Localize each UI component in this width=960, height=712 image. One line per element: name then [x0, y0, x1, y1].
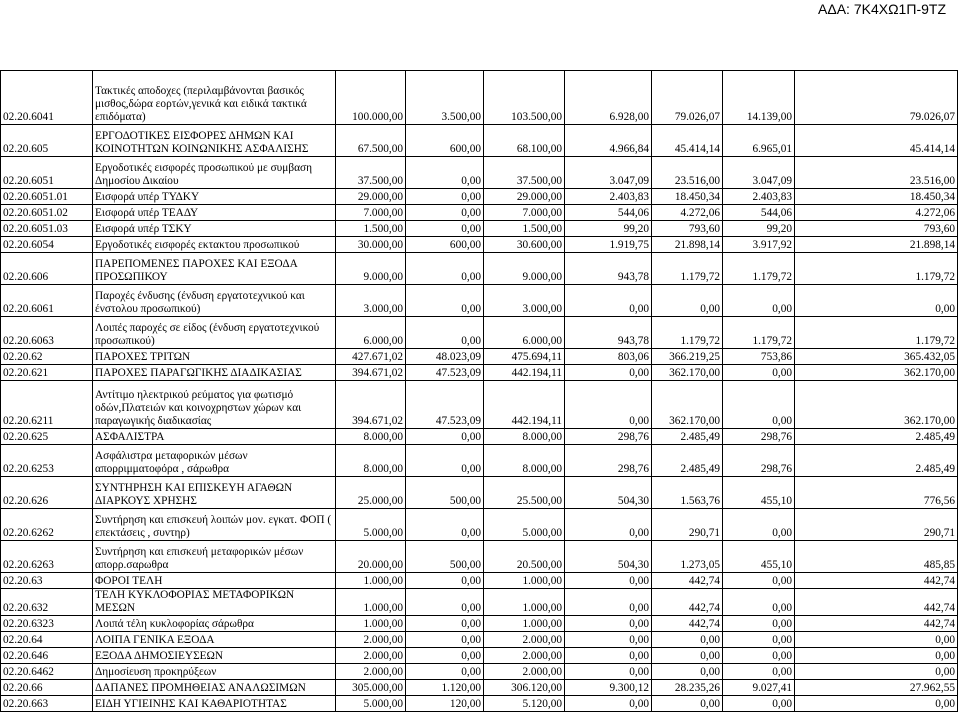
amount-cell: 2.000,00 — [336, 632, 406, 648]
account-code: 02.20.605 — [1, 125, 93, 157]
account-description: Συντήρηση και επισκευή μεταφορικών μέσων απορρ.σαρωθρα — [93, 541, 336, 573]
amount-cell: 1.273,05 — [652, 541, 723, 573]
account-description: Εισφορά υπέρ ΤΕΑΔΥ — [93, 205, 336, 221]
amount-cell: 0,00 — [565, 381, 652, 429]
account-description: ΕΡΓΟΔΟΤΙΚΕΣ ΕΙΣΦΟΡΕΣ ΔΗΜΩΝ ΚΑΙ ΚΟΙΝΟΤΗΤΩΝ ΚΟΙΝΩΝΙΚΗΣ ΑΣΦΑΛΙΣΗΣ — [93, 125, 336, 157]
table-row — [1, 71, 958, 125]
amount-cell: 30.600,00 — [484, 237, 565, 253]
amount-cell: 0,00 — [406, 573, 484, 589]
account-code: 02.20.625 — [1, 429, 93, 445]
amount-cell: 0,00 — [565, 365, 652, 381]
amount-cell: 8.000,00 — [484, 429, 565, 445]
amount-cell: 803,06 — [565, 349, 652, 365]
table-row — [1, 221, 958, 237]
amount-cell: 6.928,00 — [565, 71, 652, 125]
amount-cell: 120,00 — [406, 696, 484, 712]
amount-cell: 18.450,34 — [652, 189, 723, 205]
table-row — [1, 632, 958, 648]
amount-cell: 362.170,00 — [652, 381, 723, 429]
amount-cell: 442,74 — [652, 573, 723, 589]
table-row — [1, 648, 958, 664]
table-row — [1, 365, 958, 381]
amount-cell: 504,30 — [565, 477, 652, 509]
amount-cell: 394.671,02 — [336, 365, 406, 381]
account-description: Λοιπές παροχές σε είδος (ένδυση εργατοτεχνικού προσωπικού) — [93, 317, 336, 349]
amount-cell: 442,74 — [652, 589, 723, 616]
amount-cell: 366.219,25 — [652, 349, 723, 365]
account-code: 02.20.606 — [1, 253, 93, 285]
amount-cell: 5.000,00 — [336, 509, 406, 541]
amount-cell: 0,00 — [406, 189, 484, 205]
amount-cell: 1.500,00 — [336, 221, 406, 237]
account-code: 02.20.6262 — [1, 509, 93, 541]
account-description: Εισφορά υπέρ ΤΣΚΥ — [93, 221, 336, 237]
amount-cell: 99,20 — [723, 221, 795, 237]
amount-cell: 2.403,83 — [565, 189, 652, 205]
amount-cell: 362.170,00 — [652, 365, 723, 381]
account-code: 02.20.6051.01 — [1, 189, 93, 205]
amount-cell: 0,00 — [406, 589, 484, 616]
table-row — [1, 189, 958, 205]
amount-cell: 67.500,00 — [336, 125, 406, 157]
amount-cell: 2.485,49 — [652, 445, 723, 477]
amount-cell: 0,00 — [795, 632, 958, 648]
table-row — [1, 349, 958, 365]
amount-cell: 1.563,76 — [652, 477, 723, 509]
amount-cell: 3.000,00 — [336, 285, 406, 317]
amount-cell: 0,00 — [406, 509, 484, 541]
amount-cell: 504,30 — [565, 541, 652, 573]
amount-cell: 0,00 — [795, 648, 958, 664]
amount-cell: 14.139,00 — [723, 71, 795, 125]
table-row — [1, 157, 958, 189]
amount-cell: 442.194,11 — [484, 365, 565, 381]
amount-cell: 1.000,00 — [484, 616, 565, 632]
amount-cell: 68.100,00 — [484, 125, 565, 157]
amount-cell: 0,00 — [652, 664, 723, 680]
amount-cell: 0,00 — [652, 648, 723, 664]
amount-cell: 5.120,00 — [484, 696, 565, 712]
account-description: Αντίτιμο ηλεκτρικού ρεύματος για φωτισμό οδών,Πλατειών και κοινοχρηστων χώρων και παραγωγικής διαδικασίας — [93, 381, 336, 429]
account-code: 02.20.6041 — [1, 71, 93, 125]
account-code: 02.20.6263 — [1, 541, 93, 573]
amount-cell: 600,00 — [406, 237, 484, 253]
amount-cell: 2.000,00 — [484, 648, 565, 664]
amount-cell: 1.500,00 — [484, 221, 565, 237]
amount-cell: 8.000,00 — [336, 429, 406, 445]
amount-cell: 0,00 — [723, 573, 795, 589]
amount-cell: 2.485,49 — [795, 445, 958, 477]
amount-cell: 9.000,00 — [484, 253, 565, 285]
amount-cell: 6.965,01 — [723, 125, 795, 157]
amount-cell: 0,00 — [723, 285, 795, 317]
amount-cell: 776,56 — [795, 477, 958, 509]
amount-cell: 0,00 — [652, 285, 723, 317]
amount-cell: 1.179,72 — [652, 317, 723, 349]
account-description: Λοιπά τέλη κυκλοφορίας σάρωθρα — [93, 616, 336, 632]
amount-cell: 100.000,00 — [336, 71, 406, 125]
account-code: 02.20.6063 — [1, 317, 93, 349]
amount-cell: 9.027,41 — [723, 680, 795, 696]
amount-cell: 475.694,11 — [484, 349, 565, 365]
budget-table — [0, 70, 958, 712]
amount-cell: 0,00 — [723, 509, 795, 541]
table-row — [1, 509, 958, 541]
amount-cell: 793,60 — [652, 221, 723, 237]
amount-cell: 47.523,09 — [406, 381, 484, 429]
amount-cell: 0,00 — [795, 696, 958, 712]
account-description: Δημοσίευση προκηρύξεων — [93, 664, 336, 680]
account-code: 02.20.632 — [1, 589, 93, 616]
amount-cell: 0,00 — [723, 365, 795, 381]
amount-cell: 37.500,00 — [336, 157, 406, 189]
amount-cell: 0,00 — [723, 648, 795, 664]
amount-cell: 45.414,14 — [795, 125, 958, 157]
account-code: 02.20.646 — [1, 648, 93, 664]
amount-cell: 21.898,14 — [795, 237, 958, 253]
amount-cell: 455,10 — [723, 541, 795, 573]
amount-cell: 0,00 — [723, 381, 795, 429]
amount-cell: 0,00 — [795, 285, 958, 317]
table-row — [1, 696, 958, 712]
table-row — [1, 445, 958, 477]
amount-cell: 2.403,83 — [723, 189, 795, 205]
table-row — [1, 541, 958, 573]
amount-cell: 290,71 — [795, 509, 958, 541]
account-code: 02.20.626 — [1, 477, 93, 509]
amount-cell: 485,85 — [795, 541, 958, 573]
amount-cell: 1.000,00 — [336, 573, 406, 589]
amount-cell: 298,76 — [565, 429, 652, 445]
amount-cell: 544,06 — [723, 205, 795, 221]
amount-cell: 793,60 — [795, 221, 958, 237]
table-row — [1, 317, 958, 349]
amount-cell: 1.120,00 — [406, 680, 484, 696]
amount-cell: 23.516,00 — [795, 157, 958, 189]
amount-cell: 79.026,07 — [652, 71, 723, 125]
account-description: ΔΑΠΑΝΕΣ ΠΡΟΜΗΘΕΙΑΣ ΑΝΑΛΩΣΙΜΩΝ — [93, 680, 336, 696]
amount-cell: 47.523,09 — [406, 365, 484, 381]
table-row — [1, 237, 958, 253]
amount-cell: 394.671,02 — [336, 381, 406, 429]
amount-cell: 30.000,00 — [336, 237, 406, 253]
amount-cell: 6.000,00 — [336, 317, 406, 349]
budget-table-body — [1, 71, 958, 712]
amount-cell: 1.179,72 — [795, 317, 958, 349]
amount-cell: 1.919,75 — [565, 237, 652, 253]
amount-cell: 0,00 — [723, 664, 795, 680]
amount-cell: 362.170,00 — [795, 381, 958, 429]
amount-cell: 0,00 — [723, 632, 795, 648]
amount-cell: 1.000,00 — [336, 589, 406, 616]
amount-cell: 23.516,00 — [652, 157, 723, 189]
amount-cell: 0,00 — [406, 253, 484, 285]
amount-cell: 48.023,09 — [406, 349, 484, 365]
amount-cell: 544,06 — [565, 205, 652, 221]
amount-cell: 0,00 — [565, 632, 652, 648]
account-description: ΤΕΛΗ ΚΥΚΛΟΦΟΡΙΑΣ ΜΕΤΑΦΟΡΙΚΩΝ ΜΕΣΩΝ — [93, 589, 336, 616]
amount-cell: 1.000,00 — [336, 616, 406, 632]
account-description: ΠΑΡΟΧΕΣ ΠΑΡΑΓΩΓΙΚΗΣ ΔΙΑΔΙΚΑΣΙΑΣ — [93, 365, 336, 381]
amount-cell: 442,74 — [795, 616, 958, 632]
amount-cell: 0,00 — [406, 445, 484, 477]
table-row — [1, 477, 958, 509]
amount-cell: 0,00 — [565, 648, 652, 664]
amount-cell: 9.000,00 — [336, 253, 406, 285]
amount-cell: 20.500,00 — [484, 541, 565, 573]
account-code: 02.20.6054 — [1, 237, 93, 253]
amount-cell: 0,00 — [406, 616, 484, 632]
table-row — [1, 253, 958, 285]
account-description: Εργοδοτικές εισφορές εκτακτου προσωπικού — [93, 237, 336, 253]
amount-cell: 0,00 — [406, 664, 484, 680]
amount-cell: 20.000,00 — [336, 541, 406, 573]
account-description: Συντήρηση και επισκευή λοιπών μον. εγκατ. ΦΟΠ ( επεκτάσεις , συντηρ) — [93, 509, 336, 541]
amount-cell: 7.000,00 — [336, 205, 406, 221]
amount-cell: 0,00 — [723, 696, 795, 712]
amount-cell: 0,00 — [565, 589, 652, 616]
amount-cell: 103.500,00 — [484, 71, 565, 125]
amount-cell: 2.000,00 — [484, 632, 565, 648]
amount-cell: 8.000,00 — [484, 445, 565, 477]
amount-cell: 37.500,00 — [484, 157, 565, 189]
amount-cell: 0,00 — [723, 616, 795, 632]
amount-cell: 0,00 — [406, 632, 484, 648]
amount-cell: 3.047,09 — [723, 157, 795, 189]
amount-cell: 0,00 — [652, 632, 723, 648]
amount-cell: 362.170,00 — [795, 365, 958, 381]
account-code: 02.20.6323 — [1, 616, 93, 632]
amount-cell: 8.000,00 — [336, 445, 406, 477]
amount-cell: 0,00 — [565, 573, 652, 589]
amount-cell: 306.120,00 — [484, 680, 565, 696]
amount-cell: 0,00 — [565, 509, 652, 541]
table-row — [1, 573, 958, 589]
amount-cell: 365.432,05 — [795, 349, 958, 365]
amount-cell: 4.272,06 — [795, 205, 958, 221]
table-row — [1, 125, 958, 157]
amount-cell: 0,00 — [723, 589, 795, 616]
amount-cell: 427.671,02 — [336, 349, 406, 365]
amount-cell: 3.500,00 — [406, 71, 484, 125]
account-code: 02.20.6051.02 — [1, 205, 93, 221]
amount-cell: 600,00 — [406, 125, 484, 157]
account-description: Εισφορά υπέρ ΤΥΔΚΥ — [93, 189, 336, 205]
amount-cell: 7.000,00 — [484, 205, 565, 221]
amount-cell: 99,20 — [565, 221, 652, 237]
table-row — [1, 680, 958, 696]
amount-cell: 0,00 — [406, 317, 484, 349]
account-code: 02.20.62 — [1, 349, 93, 365]
amount-cell: 2.000,00 — [336, 648, 406, 664]
account-code: 02.20.66 — [1, 680, 93, 696]
account-description: Παροχές ένδυσης (ένδυση εργατοτεχνικού και ένστολου προσωπικού) — [93, 285, 336, 317]
amount-cell: 2.000,00 — [484, 664, 565, 680]
table-row — [1, 205, 958, 221]
amount-cell: 21.898,14 — [652, 237, 723, 253]
amount-cell: 45.414,14 — [652, 125, 723, 157]
amount-cell: 3.047,09 — [565, 157, 652, 189]
account-description: ΑΣΦΑΛΙΣΤΡΑ — [93, 429, 336, 445]
account-description: ΠΑΡΕΠΟΜΕΝΕΣ ΠΑΡΟΧΕΣ ΚΑΙ ΕΞΟΔΑ ΠΡΟΣΩΠΙΚΟΥ — [93, 253, 336, 285]
amount-cell: 1.179,72 — [723, 253, 795, 285]
amount-cell: 753,86 — [723, 349, 795, 365]
amount-cell: 1.179,72 — [652, 253, 723, 285]
amount-cell: 442,74 — [795, 573, 958, 589]
amount-cell: 298,76 — [723, 429, 795, 445]
account-code: 02.20.6253 — [1, 445, 93, 477]
amount-cell: 9.300,12 — [565, 680, 652, 696]
amount-cell: 1.179,72 — [795, 253, 958, 285]
amount-cell: 28.235,26 — [652, 680, 723, 696]
account-code: 02.20.621 — [1, 365, 93, 381]
amount-cell: 4.966,84 — [565, 125, 652, 157]
account-code: 02.20.6061 — [1, 285, 93, 317]
table-row — [1, 589, 958, 616]
amount-cell: 943,78 — [565, 253, 652, 285]
amount-cell: 79.026,07 — [795, 71, 958, 125]
account-description: ΕΞΟΔΑ ΔΗΜΟΣΙΕΥΣΕΩΝ — [93, 648, 336, 664]
amount-cell: 0,00 — [652, 696, 723, 712]
amount-cell: 29.000,00 — [484, 189, 565, 205]
amount-cell: 305.000,00 — [336, 680, 406, 696]
account-code: 02.20.63 — [1, 573, 93, 589]
account-code: 02.20.6051.03 — [1, 221, 93, 237]
amount-cell: 442,74 — [652, 616, 723, 632]
table-row — [1, 664, 958, 680]
account-code: 02.20.6211 — [1, 381, 93, 429]
account-description: Εργοδοτικές εισφορές προσωπικού με συμβαση Δημοσίου Δικαίου — [93, 157, 336, 189]
amount-cell: 0,00 — [565, 285, 652, 317]
account-description: ΛΟΙΠΑ ΓΕΝΙΚΑ ΕΞΟΔΑ — [93, 632, 336, 648]
amount-cell: 25.500,00 — [484, 477, 565, 509]
amount-cell: 1.179,72 — [723, 317, 795, 349]
amount-cell: 0,00 — [406, 205, 484, 221]
amount-cell: 500,00 — [406, 477, 484, 509]
amount-cell: 0,00 — [406, 157, 484, 189]
amount-cell: 442,74 — [795, 589, 958, 616]
amount-cell: 0,00 — [565, 616, 652, 632]
amount-cell: 943,78 — [565, 317, 652, 349]
account-description: ΕΙΔΗ ΥΓΙΕΙΝΗΣ ΚΑΙ ΚΑΘΑΡΙΟΤΗΤΑΣ — [93, 696, 336, 712]
amount-cell: 25.000,00 — [336, 477, 406, 509]
ada-code: ΑΔΑ: 7Κ4ΧΩ1Π-9ΤΖ — [818, 1, 946, 17]
account-description: ΦΟΡΟΙ ΤΕΛΗ — [93, 573, 336, 589]
amount-cell: 5.000,00 — [336, 696, 406, 712]
amount-cell: 1.000,00 — [484, 573, 565, 589]
amount-cell: 3.917,92 — [723, 237, 795, 253]
amount-cell: 29.000,00 — [336, 189, 406, 205]
amount-cell: 500,00 — [406, 541, 484, 573]
account-description: Ασφάλιστρα μεταφορικών μέσων απορριμματοφόρα , σάρωθρα — [93, 445, 336, 477]
account-code: 02.20.6051 — [1, 157, 93, 189]
amount-cell: 2.485,49 — [795, 429, 958, 445]
account-code: 02.20.663 — [1, 696, 93, 712]
amount-cell: 3.000,00 — [484, 285, 565, 317]
amount-cell: 27.962,55 — [795, 680, 958, 696]
account-code: 02.20.64 — [1, 632, 93, 648]
account-description: Τακτικές αποδοχες (περιλαμβάνονται βασικός μισθος,δώρα εορτών,γενικά και ειδικά τακτικά επιδόματα) — [93, 71, 336, 125]
amount-cell: 290,71 — [652, 509, 723, 541]
amount-cell: 298,76 — [723, 445, 795, 477]
amount-cell: 2.000,00 — [336, 664, 406, 680]
table-row — [1, 381, 958, 429]
amount-cell: 0,00 — [565, 664, 652, 680]
amount-cell: 5.000,00 — [484, 509, 565, 541]
amount-cell: 0,00 — [795, 664, 958, 680]
amount-cell: 18.450,34 — [795, 189, 958, 205]
amount-cell: 1.000,00 — [484, 589, 565, 616]
account-description: ΣΥΝΤΗΡΗΣΗ ΚΑΙ ΕΠΙΣΚΕΥΗ ΑΓΑΘΩΝ ΔΙΑΡΚΟΥΣ ΧΡΗΣΗΣ — [93, 477, 336, 509]
amount-cell: 0,00 — [565, 696, 652, 712]
amount-cell: 455,10 — [723, 477, 795, 509]
table-row — [1, 285, 958, 317]
amount-cell: 0,00 — [406, 648, 484, 664]
amount-cell: 6.000,00 — [484, 317, 565, 349]
amount-cell: 298,76 — [565, 445, 652, 477]
amount-cell: 442.194,11 — [484, 381, 565, 429]
table-row — [1, 429, 958, 445]
table-row — [1, 616, 958, 632]
amount-cell: 0,00 — [406, 429, 484, 445]
amount-cell: 0,00 — [406, 221, 484, 237]
amount-cell: 4.272,06 — [652, 205, 723, 221]
amount-cell: 2.485,49 — [652, 429, 723, 445]
account-description: ΠΑΡΟΧΕΣ ΤΡΙΤΩΝ — [93, 349, 336, 365]
account-code: 02.20.6462 — [1, 664, 93, 680]
amount-cell: 0,00 — [406, 285, 484, 317]
